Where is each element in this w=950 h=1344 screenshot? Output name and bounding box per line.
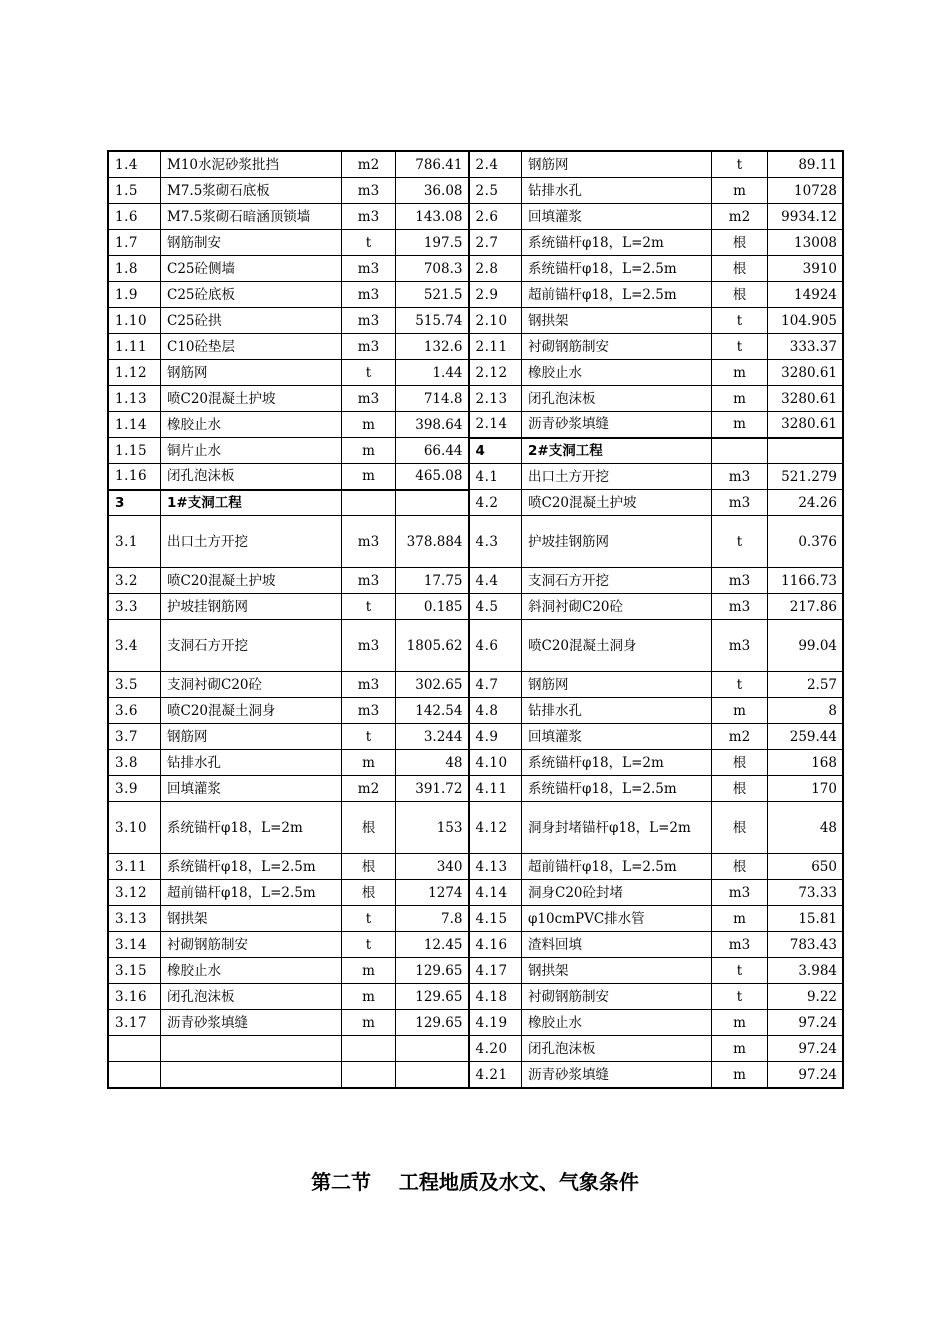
table-row [109,412,843,438]
left-item-number: 3.1 [109,516,161,568]
right-item-number: 4.13 [469,854,522,880]
right-item-unit: 根 [712,230,768,256]
left-item-name [161,1062,342,1088]
left-item-number: 3 [109,490,161,516]
right-item-name: 系统锚杆φ18，L=2.5m [522,256,712,282]
left-item-name: M7.5浆砌石暗涵顶锁墙 [161,204,342,230]
left-item-quantity: 515.74 [396,308,469,334]
left-item-number: 3.2 [109,568,161,594]
right-item-name: 系统锚杆φ18，L=2m [522,750,712,776]
right-item-name: 喷C20混凝土洞身 [522,620,712,672]
right-item-unit: m3 [712,490,768,516]
left-item-number: 1.15 [109,438,161,464]
right-item-unit: m3 [712,464,768,490]
right-item-unit: m3 [712,880,768,906]
right-item-quantity: 9934.12 [768,204,843,230]
table-row [109,776,843,802]
right-item-name: 回填灌浆 [522,204,712,230]
left-item-number: 1.11 [109,334,161,360]
right-item-quantity: 521.279 [768,464,843,490]
table-row [109,984,843,1010]
left-item-quantity: 302.65 [396,672,469,698]
left-item-unit: t [342,230,396,256]
table-row [109,152,843,178]
left-item-quantity: 153 [396,802,469,854]
right-item-name: 斜洞衬砌C20砼 [522,594,712,620]
left-item-name: 钢筋网 [161,724,342,750]
left-item-number: 1.16 [109,464,161,490]
table-row [109,932,843,958]
left-item-name: 护坡挂钢筋网 [161,594,342,620]
left-item-unit: m [342,438,396,464]
right-item-number: 2.6 [469,204,522,230]
right-item-name: 护坡挂钢筋网 [522,516,712,568]
right-item-quantity: 8 [768,698,843,724]
left-item-quantity [396,1036,469,1062]
table-row [109,308,843,334]
right-item-unit: m [712,698,768,724]
left-item-quantity: 398.64 [396,412,469,438]
right-item-number: 4.16 [469,932,522,958]
left-item-unit: 根 [342,802,396,854]
right-item-quantity: 168 [768,750,843,776]
right-item-number: 4.6 [469,620,522,672]
left-item-unit: m3 [342,282,396,308]
right-item-unit: m3 [712,594,768,620]
table-row [109,906,843,932]
left-item-name: M7.5浆砌石底板 [161,178,342,204]
right-item-quantity: 10728 [768,178,843,204]
right-item-name: 衬砌钢筋制安 [522,984,712,1010]
right-item-number: 4.19 [469,1010,522,1036]
left-item-number: 3.9 [109,776,161,802]
right-item-number: 4.7 [469,672,522,698]
right-item-quantity: 14924 [768,282,843,308]
left-item-name: M10水泥砂浆批挡 [161,152,342,178]
right-item-unit: 根 [712,802,768,854]
right-item-unit: 根 [712,776,768,802]
left-item-name: 橡胶止水 [161,412,342,438]
right-item-quantity: 1166.73 [768,568,843,594]
table-row [109,204,843,230]
table-row [109,516,843,568]
right-item-name: 洞身C20砼封堵 [522,880,712,906]
right-item-unit: m [712,360,768,386]
left-item-unit: m2 [342,152,396,178]
right-item-unit: m3 [712,620,768,672]
right-item-unit: m [712,386,768,412]
left-item-name: 沥青砂浆填缝 [161,1010,342,1036]
left-item-name: 喷C20混凝土护坡 [161,568,342,594]
table-row [109,256,843,282]
right-item-number: 4.12 [469,802,522,854]
left-item-unit: m [342,958,396,984]
right-item-quantity: 97.24 [768,1036,843,1062]
right-item-number: 4.4 [469,568,522,594]
left-item-quantity: 197.5 [396,230,469,256]
left-item-number: 3.17 [109,1010,161,1036]
right-item-quantity: 89.11 [768,152,843,178]
right-item-number: 4.3 [469,516,522,568]
left-item-unit: m3 [342,256,396,282]
right-item-name: 钢拱架 [522,958,712,984]
left-item-quantity: 132.6 [396,334,469,360]
right-item-name: 支洞石方开挖 [522,568,712,594]
left-item-quantity [396,490,469,516]
left-item-unit: t [342,724,396,750]
table-row [109,230,843,256]
right-item-quantity: 170 [768,776,843,802]
left-item-number: 1.13 [109,386,161,412]
left-item-quantity: 17.75 [396,568,469,594]
right-item-number: 4.20 [469,1036,522,1062]
right-item-quantity: 3.984 [768,958,843,984]
left-item-name: 超前锚杆φ18，L=2.5m [161,880,342,906]
left-item-unit: m [342,412,396,438]
left-item-number: 3.13 [109,906,161,932]
right-item-number: 4.21 [469,1062,522,1088]
right-item-unit: m [712,1062,768,1088]
table-row [109,178,843,204]
right-item-number: 4.14 [469,880,522,906]
left-item-name: C25砼侧墙 [161,256,342,282]
right-item-name: 系统锚杆φ18，L=2.5m [522,776,712,802]
left-item-number: 1.7 [109,230,161,256]
left-item-name: 钢拱架 [161,906,342,932]
left-item-unit: m3 [342,204,396,230]
left-item-number: 1.12 [109,360,161,386]
right-item-name: 沥青砂浆填缝 [522,1062,712,1088]
right-item-name: 回填灌浆 [522,724,712,750]
left-item-number [109,1062,161,1088]
section-heading: 第二节 工程地质及水文、气象条件 [311,1170,639,1194]
left-item-quantity: 143.08 [396,204,469,230]
left-item-quantity: 66.44 [396,438,469,464]
right-item-number: 4.18 [469,984,522,1010]
right-item-name: 钢筋网 [522,672,712,698]
left-item-quantity: 129.65 [396,958,469,984]
left-item-name: 系统锚杆φ18，L=2.5m [161,854,342,880]
right-item-name: 衬砌钢筋制安 [522,334,712,360]
right-item-unit: m [712,1036,768,1062]
left-item-number: 3.15 [109,958,161,984]
left-item-quantity: 142.54 [396,698,469,724]
right-item-number: 2.14 [469,412,522,438]
right-item-name: 洞身封堵锚杆φ18，L=2m [522,802,712,854]
left-item-quantity: 1274 [396,880,469,906]
right-item-quantity: 0.376 [768,516,843,568]
right-item-quantity: 3280.61 [768,360,843,386]
left-item-quantity: 340 [396,854,469,880]
right-item-unit: 根 [712,256,768,282]
left-item-name: C25砼拱 [161,308,342,334]
left-item-number: 3.14 [109,932,161,958]
left-item-number: 1.5 [109,178,161,204]
right-item-name: 橡胶止水 [522,360,712,386]
table-row [109,854,843,880]
right-item-unit: 根 [712,282,768,308]
right-item-name: 钻排水孔 [522,178,712,204]
right-item-unit: 根 [712,750,768,776]
left-item-name: 喷C20混凝土洞身 [161,698,342,724]
right-item-unit: m [712,906,768,932]
left-item-unit: t [342,932,396,958]
right-item-unit: m [712,1010,768,1036]
right-item-number: 4.11 [469,776,522,802]
right-item-name: 闭孔泡沫板 [522,386,712,412]
left-item-name [161,1036,342,1062]
left-item-quantity: 3.244 [396,724,469,750]
left-item-number: 3.4 [109,620,161,672]
table-row [109,880,843,906]
left-item-unit: m3 [342,334,396,360]
left-item-unit: t [342,360,396,386]
table-row [109,386,843,412]
left-item-unit [342,490,396,516]
right-item-number: 4.17 [469,958,522,984]
right-item-unit: m2 [712,724,768,750]
left-item-unit: m [342,984,396,1010]
left-item-number: 3.3 [109,594,161,620]
right-item-name: 闭孔泡沫板 [522,1036,712,1062]
left-item-unit: m3 [342,698,396,724]
right-item-quantity: 650 [768,854,843,880]
right-item-number: 2.5 [469,178,522,204]
left-item-name: C10砼垫层 [161,334,342,360]
left-item-number: 3.7 [109,724,161,750]
left-item-unit: m [342,464,396,490]
right-item-name: 橡胶止水 [522,1010,712,1036]
table-row [109,750,843,776]
left-item-number [109,1036,161,1062]
right-item-name: 超前锚杆φ18，L=2.5m [522,854,712,880]
left-item-number: 3.16 [109,984,161,1010]
left-item-number: 1.8 [109,256,161,282]
left-item-unit: m3 [342,620,396,672]
right-item-number: 2.8 [469,256,522,282]
table-row [109,958,843,984]
left-item-quantity: 1805.62 [396,620,469,672]
table-row [109,282,843,308]
right-item-unit: t [712,516,768,568]
right-item-unit: t [712,984,768,1010]
left-item-quantity: 129.65 [396,1010,469,1036]
left-item-unit: m3 [342,178,396,204]
left-item-name: 系统锚杆φ18，L=2m [161,802,342,854]
right-item-quantity: 13008 [768,230,843,256]
left-item-quantity: 465.08 [396,464,469,490]
left-item-name: 钻排水孔 [161,750,342,776]
left-item-name: 喷C20混凝土护坡 [161,386,342,412]
right-item-number: 2.7 [469,230,522,256]
table-row [109,672,843,698]
right-item-quantity: 217.86 [768,594,843,620]
right-item-quantity: 15.81 [768,906,843,932]
right-item-unit: m2 [712,204,768,230]
table-row [109,698,843,724]
right-item-quantity: 9.22 [768,984,843,1010]
right-item-unit: m3 [712,568,768,594]
right-item-unit: t [712,672,768,698]
left-item-unit: t [342,906,396,932]
table-row [109,334,843,360]
left-item-name: 铜片止水 [161,438,342,464]
right-item-number: 4.8 [469,698,522,724]
left-item-number: 1.14 [109,412,161,438]
table-row [109,802,843,854]
right-item-number: 4.2 [469,490,522,516]
left-item-quantity: 378.884 [396,516,469,568]
right-item-number: 2.11 [469,334,522,360]
right-item-number: 4.9 [469,724,522,750]
right-item-unit: t [712,958,768,984]
left-item-quantity: 0.185 [396,594,469,620]
left-item-name: 闭孔泡沫板 [161,984,342,1010]
table-row [109,1036,843,1062]
table-row [109,1062,843,1088]
right-item-number: 2.9 [469,282,522,308]
table-row [109,594,843,620]
right-item-name: 超前锚杆φ18，L=2.5m [522,282,712,308]
right-item-unit [712,438,768,464]
left-item-name: 钢筋网 [161,360,342,386]
left-item-quantity: 521.5 [396,282,469,308]
right-item-name: 喷C20混凝土护坡 [522,490,712,516]
left-item-unit: m [342,1010,396,1036]
right-item-quantity: 259.44 [768,724,843,750]
right-item-unit: t [712,334,768,360]
left-item-number: 1.6 [109,204,161,230]
right-item-quantity: 73.33 [768,880,843,906]
left-item-name: C25砼底板 [161,282,342,308]
table-row [109,620,843,672]
left-item-name: 闭孔泡沫板 [161,464,342,490]
right-item-number: 4.5 [469,594,522,620]
table-row [109,360,843,386]
left-item-unit: 根 [342,880,396,906]
left-item-quantity: 36.08 [396,178,469,204]
left-item-unit: m [342,750,396,776]
left-item-quantity: 708.3 [396,256,469,282]
right-item-number: 4.1 [469,464,522,490]
left-item-name: 支洞衬砌C20砼 [161,672,342,698]
left-item-quantity: 7.8 [396,906,469,932]
left-item-name: 钢筋制安 [161,230,342,256]
left-item-number: 1.4 [109,152,161,178]
left-item-number: 3.11 [109,854,161,880]
right-item-name: 渣料回填 [522,932,712,958]
right-item-unit: m [712,178,768,204]
left-item-number: 1.9 [109,282,161,308]
left-item-name: 出口土方开挖 [161,516,342,568]
right-item-quantity: 2.57 [768,672,843,698]
left-item-unit: t [342,594,396,620]
left-item-quantity: 786.41 [396,152,469,178]
table-row [109,1010,843,1036]
right-item-quantity: 3280.61 [768,386,843,412]
left-item-number: 3.6 [109,698,161,724]
right-item-quantity: 97.24 [768,1010,843,1036]
quantity-table [108,151,843,1088]
right-item-number: 2.12 [469,360,522,386]
left-item-unit [342,1036,396,1062]
left-item-quantity: 48 [396,750,469,776]
right-item-quantity: 24.26 [768,490,843,516]
right-item-unit: t [712,308,768,334]
left-item-number: 3.8 [109,750,161,776]
left-item-unit [342,1062,396,1088]
right-item-name: 钢筋网 [522,152,712,178]
left-item-unit: 根 [342,854,396,880]
left-item-quantity: 12.45 [396,932,469,958]
table-row [109,464,843,490]
left-item-unit: m3 [342,672,396,698]
right-item-name: 钻排水孔 [522,698,712,724]
right-item-quantity: 783.43 [768,932,843,958]
table-row [109,438,843,464]
left-item-name: 1#支洞工程 [161,490,342,516]
left-item-quantity: 391.72 [396,776,469,802]
right-item-name: φ10cmPVC排水管 [522,906,712,932]
right-item-number: 4.15 [469,906,522,932]
left-item-number: 3.12 [109,880,161,906]
table-row [109,490,843,516]
right-item-unit: t [712,152,768,178]
right-item-quantity: 3910 [768,256,843,282]
right-item-number: 2.13 [469,386,522,412]
left-item-unit: m2 [342,776,396,802]
right-item-unit: 根 [712,854,768,880]
right-item-number: 4 [469,438,522,464]
right-item-quantity: 3280.61 [768,412,843,438]
left-item-unit: m3 [342,386,396,412]
left-item-name: 衬砌钢筋制安 [161,932,342,958]
left-item-number: 3.5 [109,672,161,698]
right-item-number: 2.4 [469,152,522,178]
right-item-unit: m [712,412,768,438]
left-item-unit: m3 [342,308,396,334]
left-item-quantity [396,1062,469,1088]
right-item-name: 2#支洞工程 [522,438,712,464]
left-item-name: 橡胶止水 [161,958,342,984]
right-item-number: 2.10 [469,308,522,334]
left-item-quantity: 129.65 [396,984,469,1010]
table-row [109,568,843,594]
left-item-number: 3.10 [109,802,161,854]
right-item-name: 出口土方开挖 [522,464,712,490]
right-item-name: 沥青砂浆填缝 [522,412,712,438]
left-item-name: 回填灌浆 [161,776,342,802]
right-item-quantity [768,438,843,464]
right-item-quantity: 48 [768,802,843,854]
right-item-name: 系统锚杆φ18，L=2m [522,230,712,256]
left-item-unit: m3 [342,516,396,568]
right-item-quantity: 99.04 [768,620,843,672]
right-item-quantity: 97.24 [768,1062,843,1088]
left-item-name: 支洞石方开挖 [161,620,342,672]
right-item-number: 4.10 [469,750,522,776]
right-item-unit: m3 [712,932,768,958]
left-item-quantity: 714.8 [396,386,469,412]
table-row [109,724,843,750]
right-item-name: 钢拱架 [522,308,712,334]
right-item-quantity: 104.905 [768,308,843,334]
left-item-quantity: 1.44 [396,360,469,386]
left-item-number: 1.10 [109,308,161,334]
right-item-quantity: 333.37 [768,334,843,360]
left-item-unit: m3 [342,568,396,594]
